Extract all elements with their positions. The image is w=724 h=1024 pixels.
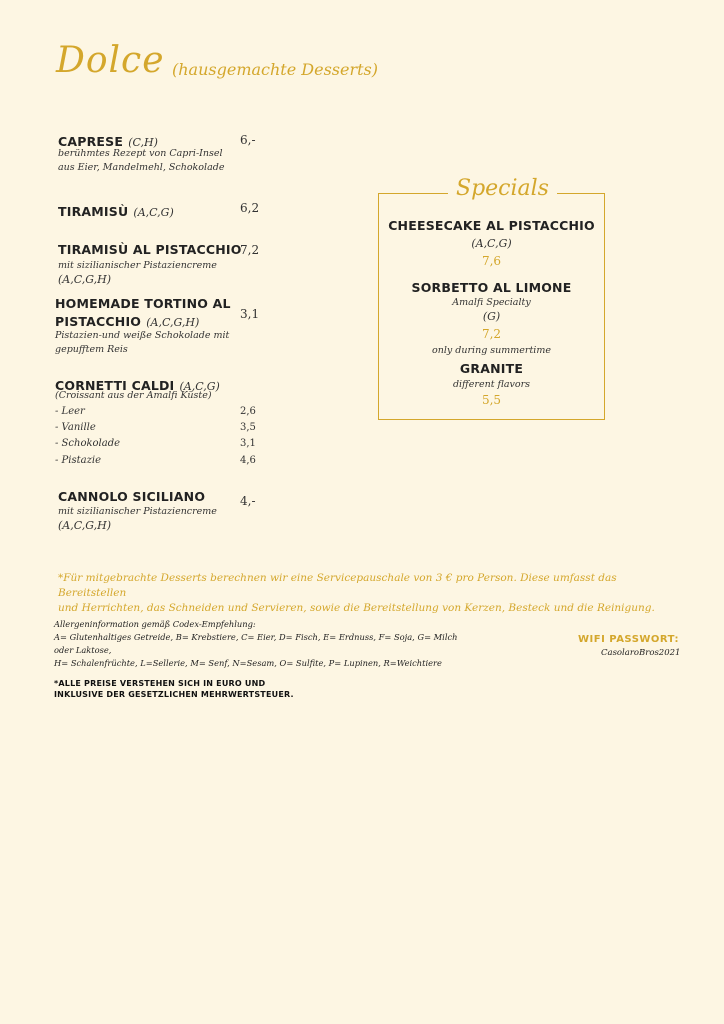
item-price: 4,- — [240, 494, 256, 508]
item-allergens: (C,H) — [128, 136, 158, 149]
special-allergens: (A,C,G) — [471, 237, 512, 250]
special-note: only during summertime — [432, 345, 551, 356]
special-description: Amalfi Specialty — [452, 297, 531, 308]
special-name: GRANITE — [459, 361, 524, 376]
item-allergens: (A,C,G,H) — [146, 316, 200, 329]
item-name: CAPRESE — [58, 134, 124, 149]
item-price: 6,2 — [240, 201, 260, 215]
item-name: CANNOLO SICILIANO — [58, 489, 206, 504]
menu-item-tiramisu — [58, 201, 174, 220]
variant-price: 2,6 — [240, 406, 256, 417]
variant-label: - Schokolade — [55, 438, 121, 449]
special-allergens: (G) — [482, 310, 501, 323]
item-name: HOMEMADE TORTINO AL — [55, 296, 231, 311]
item-name: TIRAMISÙ AL PISTACCHIO — [58, 242, 242, 257]
page-title: Dolce — [56, 40, 165, 81]
variant-label: - Leer — [55, 406, 85, 417]
item-note: (Croissant aus der Amalfi Küste) — [55, 390, 212, 401]
item-name: TIRAMISÙ — [58, 204, 129, 219]
specials-title: Specials — [448, 176, 557, 201]
allergen-line: A= Glutenhaltiges Getreide, B= Krebstiere, C= Eier, D= Fisch, E= Erdnuss, F= Soja, G= Milch oder Laktose, — [54, 632, 458, 655]
wifi-password: CasolaroBros2021 — [601, 648, 681, 658]
item-price: 6,- — [240, 133, 256, 147]
item-description: Pistazien-und weiße Schokolade mit — [55, 330, 230, 341]
special-name: SORBETTO AL LIMONE — [411, 280, 572, 295]
special-description: different flavors — [452, 379, 531, 390]
variant-label: - Vanille — [55, 422, 96, 433]
item-description: aus Eier, Mandelmehl, Schokolade — [58, 162, 225, 173]
item-description: berühmtes Rezept von Capri-Insel — [58, 148, 223, 159]
special-price: 7,2 — [481, 327, 502, 341]
special-name: CHEESECAKE AL PISTACCHIO — [388, 218, 595, 233]
page-subtitle: (hausgemachte Desserts) — [172, 60, 378, 79]
variant-price: 3,1 — [240, 438, 256, 449]
service-fee-line: und Herrichten, das Schneiden und Servieren, sowie die Bereitstellung von Kerzen, Besteck und die Reinigung. — [58, 602, 655, 614]
prices-note — [54, 678, 294, 700]
variant-price: 4,6 — [240, 455, 256, 466]
item-name: PISTACCHIO — [55, 314, 142, 329]
item-price: 7,2 — [240, 243, 260, 257]
allergen-line: H= Schalenfrüchte, L=Sellerie, M= Senf, N=Sesam, O= Sulfite, P= Lupinen, R=Weichtiere — [54, 658, 442, 668]
item-description: mit sizilianischer Pistaziencreme — [58, 260, 217, 271]
item-description: mit sizilianischer Pistaziencreme — [58, 506, 217, 517]
variant-price: 3,5 — [240, 422, 256, 433]
prices-note-line: *ALLE PREISE VERSTEHEN SICH IN EURO UND — [54, 679, 266, 688]
variant-label: - Pistazie — [55, 455, 101, 466]
item-allergens: (A,C,G) — [179, 380, 220, 393]
wifi-label: WIFI PASSWORT: — [578, 634, 679, 645]
service-fee-note — [58, 571, 658, 616]
prices-note-line: INKLUSIVE DER GESETZLICHEN MEHRWERTSTEUER. — [54, 690, 294, 699]
item-price: 3,1 — [240, 307, 260, 321]
item-name: CORNETTI CALDI — [55, 378, 175, 393]
allergen-info — [54, 618, 474, 670]
special-price: 5,5 — [481, 393, 502, 407]
service-fee-line: *Für mitgebrachte Desserts berechnen wir eine Servicepauschale von 3 € pro Person. Diese umfasst das Bereitstellen — [58, 572, 617, 599]
item-allergens: (A,C,G,H) — [58, 519, 112, 532]
special-price: 7,6 — [481, 254, 502, 268]
item-description: gepufftem Reis — [55, 344, 128, 355]
allergen-title: Allergeninformation gemäß Codex-Empfehlung: — [54, 619, 256, 629]
item-allergens: (A,C,G,H) — [58, 273, 112, 286]
item-allergens: (A,C,G) — [133, 206, 174, 219]
